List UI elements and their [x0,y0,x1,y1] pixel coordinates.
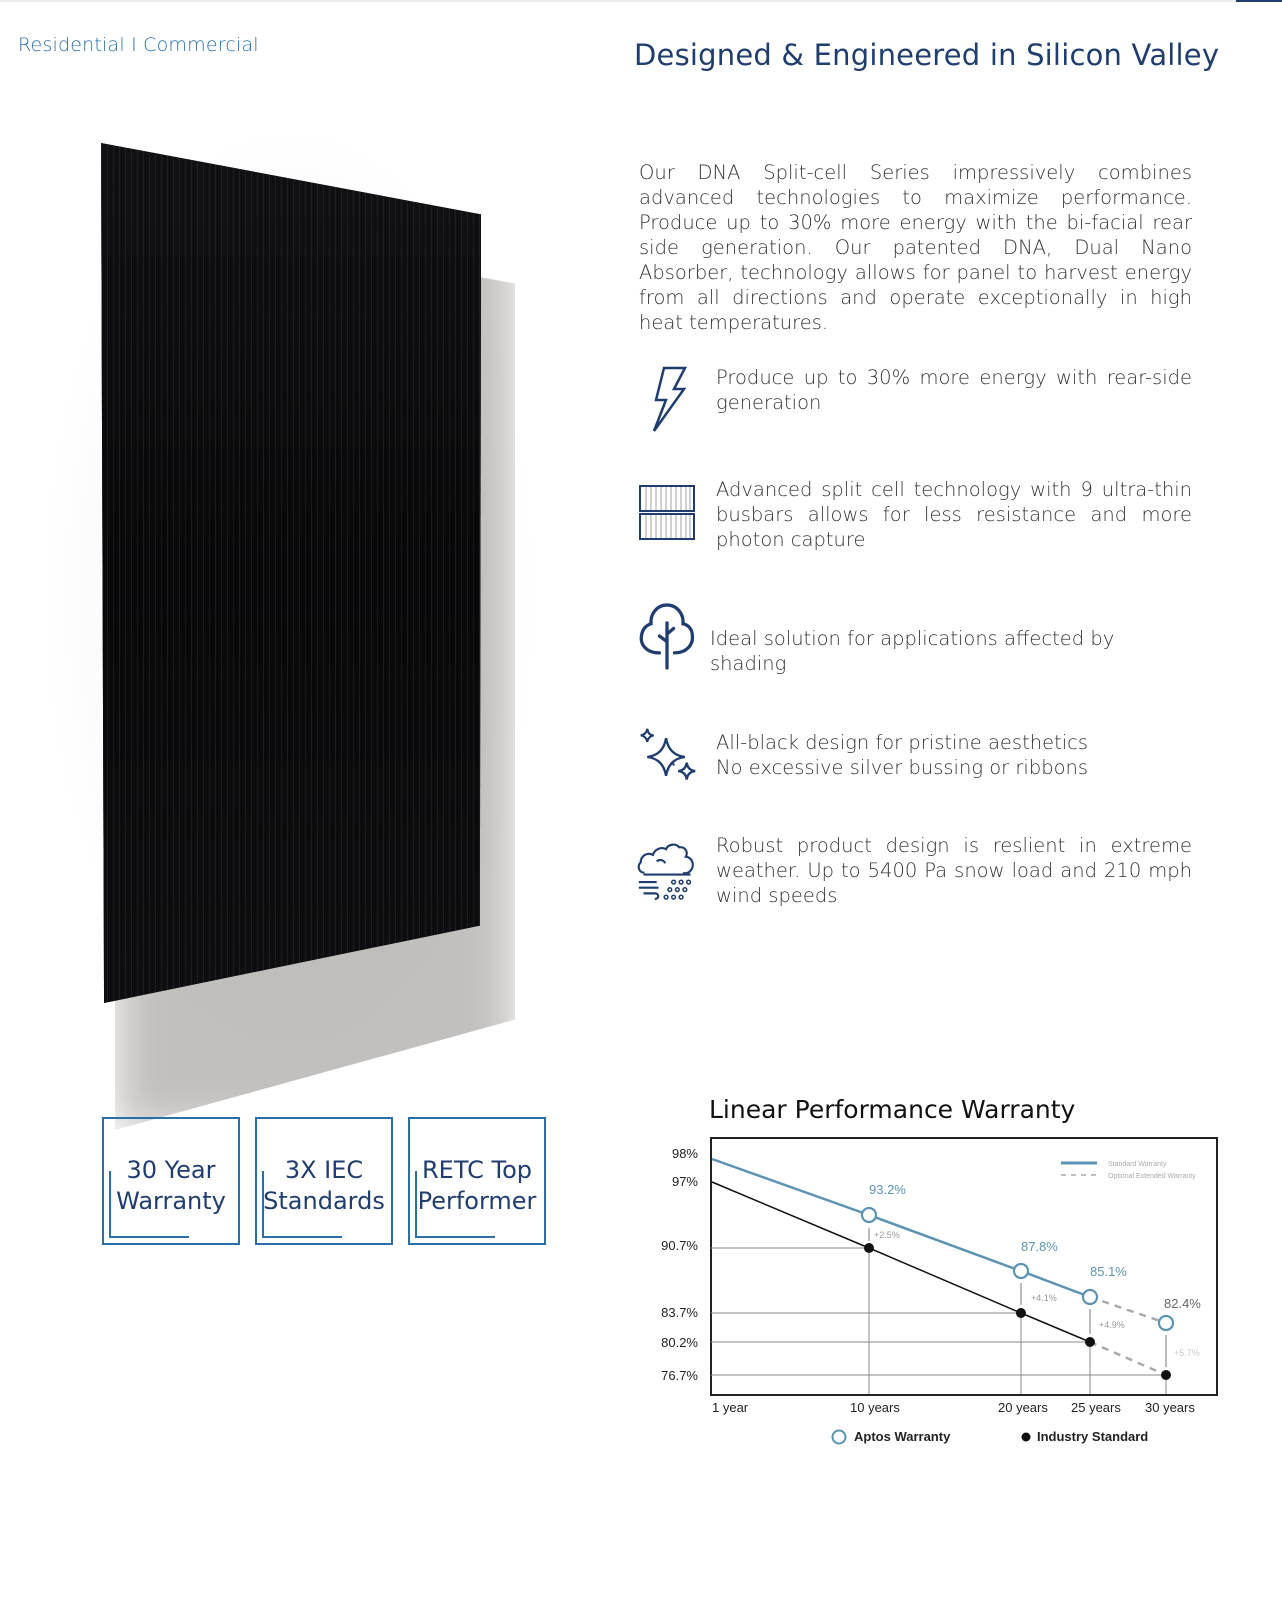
industry-extended-line [1090,1342,1166,1375]
aptos-value-labels [869,1182,1201,1311]
feature-all-black [636,722,1196,792]
feature-text: Robust product design is reslient in extreme weather. Up to 5400 Pa snow load and 210 mph wind speeds [716,834,1192,907]
badge-warranty [102,1117,240,1245]
x-tick: 1 year [712,1400,749,1415]
solar-panel [101,143,481,1003]
y-tick: 98% [671,1146,698,1161]
sparkle-icon [636,722,698,792]
feature-text [716,722,1192,780]
segment-label: Residential I Commercial [18,34,259,56]
x-tick: 10 years [850,1400,900,1415]
warranty-chart [640,1130,1282,1460]
y-tick: 76.7% [661,1368,698,1383]
delta-label: +2.5% [874,1230,900,1240]
value-label: 93.2% [869,1182,906,1197]
y-tick: 83.7% [661,1305,698,1320]
x-tick: 20 years [998,1400,1048,1415]
legend-label: Aptos Warranty [854,1429,951,1444]
badge-line: Standards [263,1187,385,1215]
badge-accent-line [262,1236,342,1238]
feature-text: Produce up to 30% more energy with rear-side generation [716,366,1192,414]
lightning-bolt-icon [636,365,698,435]
intro-paragraph: Our DNA Split-cell Series impressively combines advanced technologies to maximize performance. Produce up to 30% more energy with the bi-facial rear side generation. Our patented DNA, Dual Nano Absorber, technology allows for panel to harvest energy from all directions and operate exceptionally in high heat temperatures. [639,161,1192,334]
marker-legend [833,1429,1149,1444]
feature-shading [636,598,1196,676]
badge-line: RETC Top [422,1156,532,1184]
y-tick: 90.7% [661,1238,698,1253]
line-style-legend [1061,1161,1196,1180]
tree-icon [636,598,698,674]
legend-label: Industry Standard [1037,1429,1149,1444]
aptos-warranty-line [712,1159,1090,1297]
badge-text [257,1155,391,1217]
delta-arrows [869,1228,1166,1367]
delta-label: +4.9% [1099,1320,1125,1330]
top-accent-bar [1236,0,1282,2]
badge-iec [255,1117,393,1245]
feature-text-line: No excessive silver bussing or ribbons [716,756,1089,779]
industry-legend-marker [1022,1433,1031,1442]
page-title: Designed & Engineered in Silicon Valley [634,38,1220,72]
chart-title: Linear Performance Warranty [709,1095,1076,1124]
badge-retc [408,1117,546,1245]
y-tick: 80.2% [661,1335,698,1350]
split-cell-icon [636,477,698,547]
weather-storm-icon [636,833,698,903]
value-label: 87.8% [1021,1239,1058,1254]
y-tick: 97% [671,1174,698,1189]
top-rule [0,0,1282,2]
x-tick: 25 years [1071,1400,1121,1415]
badge-text [104,1155,238,1217]
aptos-legend-marker [833,1431,846,1444]
delta-label: +4.1% [1031,1293,1057,1303]
industry-standard-line [712,1182,1090,1342]
legend-label: Optional Extended Warranty [1108,1173,1196,1180]
feature-text: Advanced split cell technology with 9 ultra-thin busbars allows for less resistance and more photon capture [716,478,1192,551]
badge-accent-line [415,1236,495,1238]
feature-split-cell [636,477,1196,552]
x-tick: 30 years [1145,1400,1195,1415]
badge-line: Warranty [116,1187,226,1215]
x-axis-labels [712,1400,1195,1415]
badge-line: 3X IEC [284,1156,364,1184]
legend-label: Standard Warranty [1108,1161,1167,1168]
feature-extreme-weather [636,833,1196,908]
badge-accent-line [109,1236,189,1238]
feature-text-line: All-black design for pristine aesthetics [716,731,1089,754]
value-label: 85.1% [1090,1264,1127,1279]
feature-text: Ideal solution for applications affected by shading [710,627,1115,675]
badge-line: 30 Year [126,1156,216,1184]
feature-rear-side-generation [636,365,1196,435]
delta-label: +5.7% [1174,1348,1200,1358]
value-label: 82.4% [1164,1296,1201,1311]
product-image [20,100,560,1090]
badge-text [410,1155,544,1217]
y-axis-labels [661,1146,698,1383]
badge-line: Performer [417,1187,537,1215]
